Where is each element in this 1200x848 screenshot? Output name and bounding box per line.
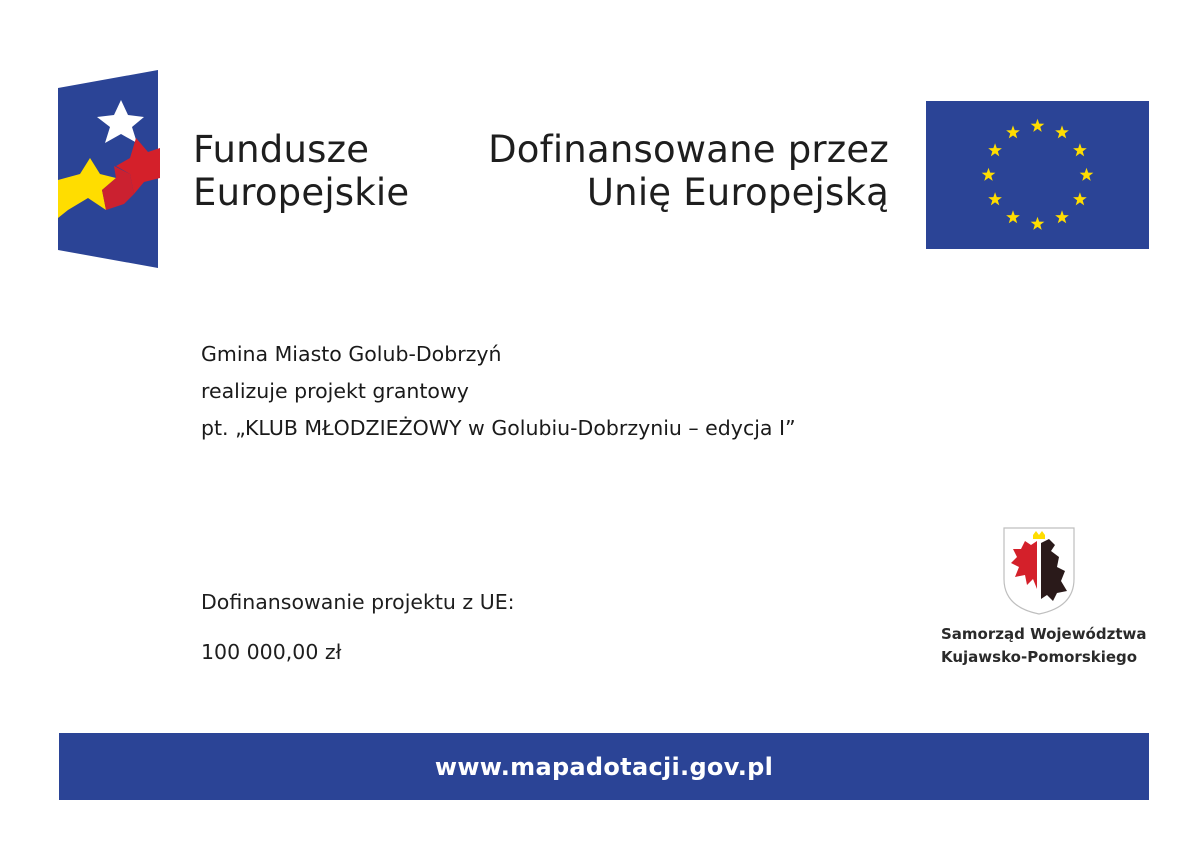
project-line-3: pt. „KLUB MŁODZIEŻOWY w Golubiu-Dobrzyniu – edycja I”: [201, 416, 796, 440]
project-line-2: realizuje projekt grantowy: [201, 379, 469, 403]
fundusze-line-2: Europejskie: [193, 171, 410, 214]
region-line-2: Kujawsko-Pomorskiego: [941, 648, 1138, 666]
funding-value: 100 000,00 zł: [201, 640, 342, 664]
funding-label: Dofinansowanie projektu z UE:: [201, 590, 515, 614]
fundusze-europejskie-logo-icon: [58, 70, 160, 268]
eu-flag-icon: [926, 101, 1149, 249]
eu-line-2: Unię Europejską: [586, 171, 889, 214]
region-line-1: Samorząd Województwa: [941, 625, 1147, 643]
kujawsko-pomorskie-crest-icon: [1003, 527, 1075, 615]
project-line-1: Gmina Miasto Golub-Dobrzyń: [201, 342, 502, 366]
project-description: [201, 336, 796, 447]
fundusze-europejskie-title: [193, 128, 409, 214]
eu-line-1: Dofinansowane przez: [488, 128, 889, 171]
footer-bar: [59, 733, 1149, 800]
fundusze-line-1: Fundusze: [193, 128, 370, 171]
region-name: [941, 623, 1146, 669]
footer-url-link[interactable]: www.mapadotacji.gov.pl: [434, 752, 774, 781]
eu-cofinancing-title: [488, 128, 889, 214]
